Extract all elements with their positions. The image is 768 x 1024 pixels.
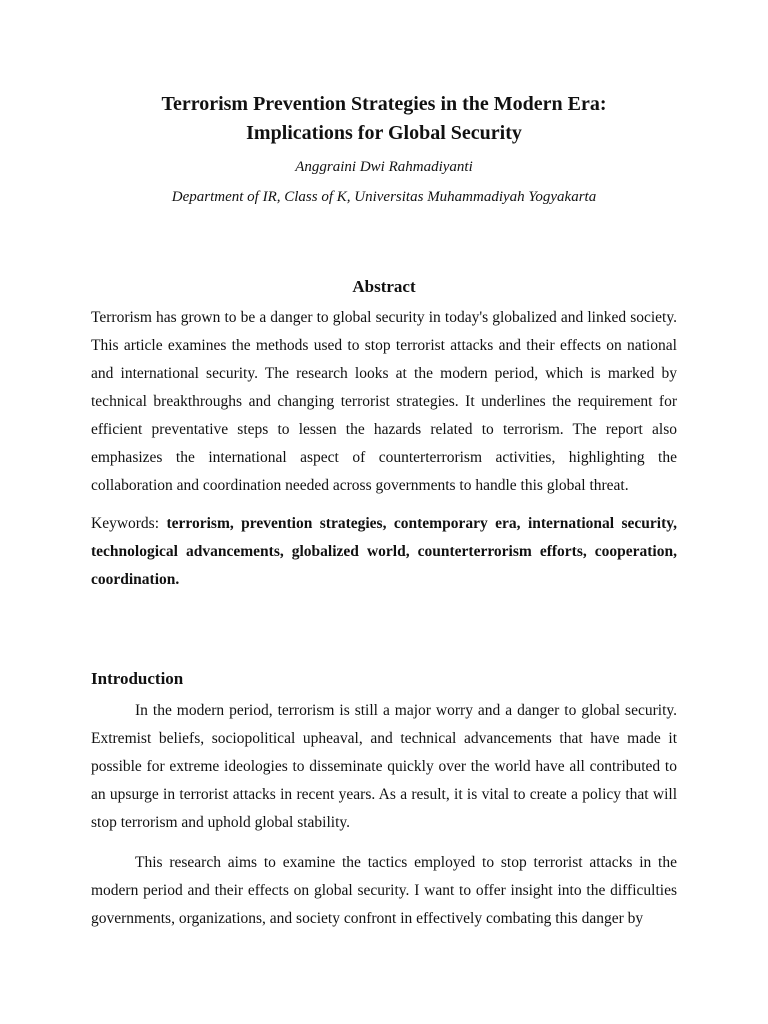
- abstract-body: Terrorism has grown to be a danger to global security in today's globalized and linked society. This article examines the methods used to stop terrorist attacks and their effects on national and international security. The research looks at the modern period, which is marked by technical breakthroughs and changing terrorist strategies. It underlines the requirement for efficient preventative steps to lessen the hazards related to terrorism. The report also emphasizes the international aspect of counterterrorism activities, highlighting the collaboration and coordination needed across governments to handle this global threat.: [91, 309, 677, 494]
- paper-title-line-2: Implications for Global Security: [246, 122, 522, 144]
- introduction-paragraph-1: In the modern period, terrorism is still a major worry and a danger to global security. Extremist beliefs, sociopolitical upheaval, and technical advancements that have made it possible for extreme ideologies to disseminate quickly over the world have all contributed to an upsurge in terrorist attacks in recent years. As a result, it is vital to create a policy that will stop terrorism and uphold global stability.: [91, 702, 677, 831]
- paper-title: [91, 90, 677, 148]
- introduction-heading: Introduction: [91, 669, 184, 688]
- abstract-heading: Abstract: [352, 277, 416, 296]
- author-affiliation: Department of IR, Class of K, Universitas Muhammadiyah Yogyakarta: [171, 189, 597, 205]
- keywords-terms: terrorism, prevention strategies, contemporary era, international security, technological advancements, globalized world, counterterrorism efforts, cooperation, coordination.: [91, 515, 678, 588]
- paper-title-line-1: Terrorism Prevention Strategies in the Modern Era:: [161, 93, 607, 115]
- keywords-label: Keywords:: [91, 515, 160, 532]
- keywords: [91, 510, 677, 594]
- introduction-paragraph-2: This research aims to examine the tactics employed to stop terrorist attacks in the modern period and their effects on global security. I want to offer insight into the difficulties governments, organizations, and society confront in effectively combating this danger by: [91, 854, 677, 927]
- author-name: Anggraini Dwi Rahmadiyanti: [295, 159, 473, 175]
